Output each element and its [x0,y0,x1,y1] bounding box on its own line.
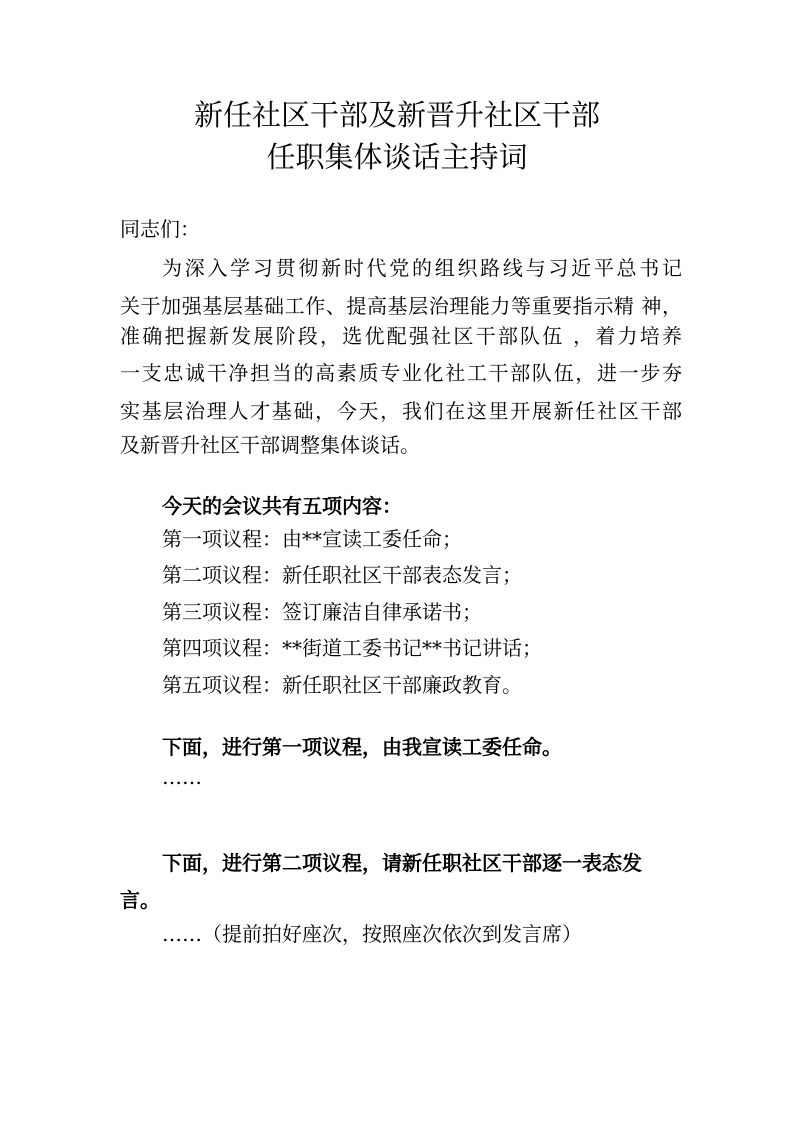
salutation: 同志们： [120,217,200,241]
document-title-line-1: 新任社区干部及新晋升社区干部 [193,98,600,132]
agenda-heading: 今天的会议共有五项内容： [162,494,402,518]
intro-line: 一支忠诚干净担当的高素质专业化社工干部队伍，进一步夯 [120,361,682,385]
agenda-item: 第五项议程：新任职社区干部廉政教育。 [162,673,522,697]
intro-line: 准确把握新发展阶段，选优配强社区干部队伍 ，着力培养 [120,324,682,348]
section-2-heading-continued: 言。 [120,888,160,912]
section-2-heading: 下面，进行第二项议程，请新任职社区干部逐一表态发 [162,851,642,875]
intro-line: 为深入学习贯彻新时代党的组织路线与习近平总书记 [162,256,682,280]
agenda-item: 第三项议程：签订廉洁自律承诺书； [162,600,482,624]
intro-line: 关于加强基层基础工作、提高基层治理能力等重要指示精 神， [120,294,682,318]
agenda-item: 第二项议程：新任职社区干部表态发言； [162,563,522,587]
section-1-heading: 下面，进行第一项议程，由我宣读工委任命。 [162,735,562,759]
agenda-item: 第四项议程：**街道工委书记**书记讲话； [162,636,542,660]
section-2-note: ……（提前拍好座次，按照座次依次到发言席） [162,922,582,946]
agenda-item: 第一项议程：由**宣读工委任命； [162,527,462,551]
intro-line: 及新晋升社区干部调整集体谈话。 [120,433,420,457]
section-1-ellipsis: …… [162,765,202,789]
intro-line: 实基层治理人才基础，今天，我们在这里开展新任社区干部 [120,399,682,423]
document-title-line-2: 任职集体谈话主持词 [266,140,528,174]
